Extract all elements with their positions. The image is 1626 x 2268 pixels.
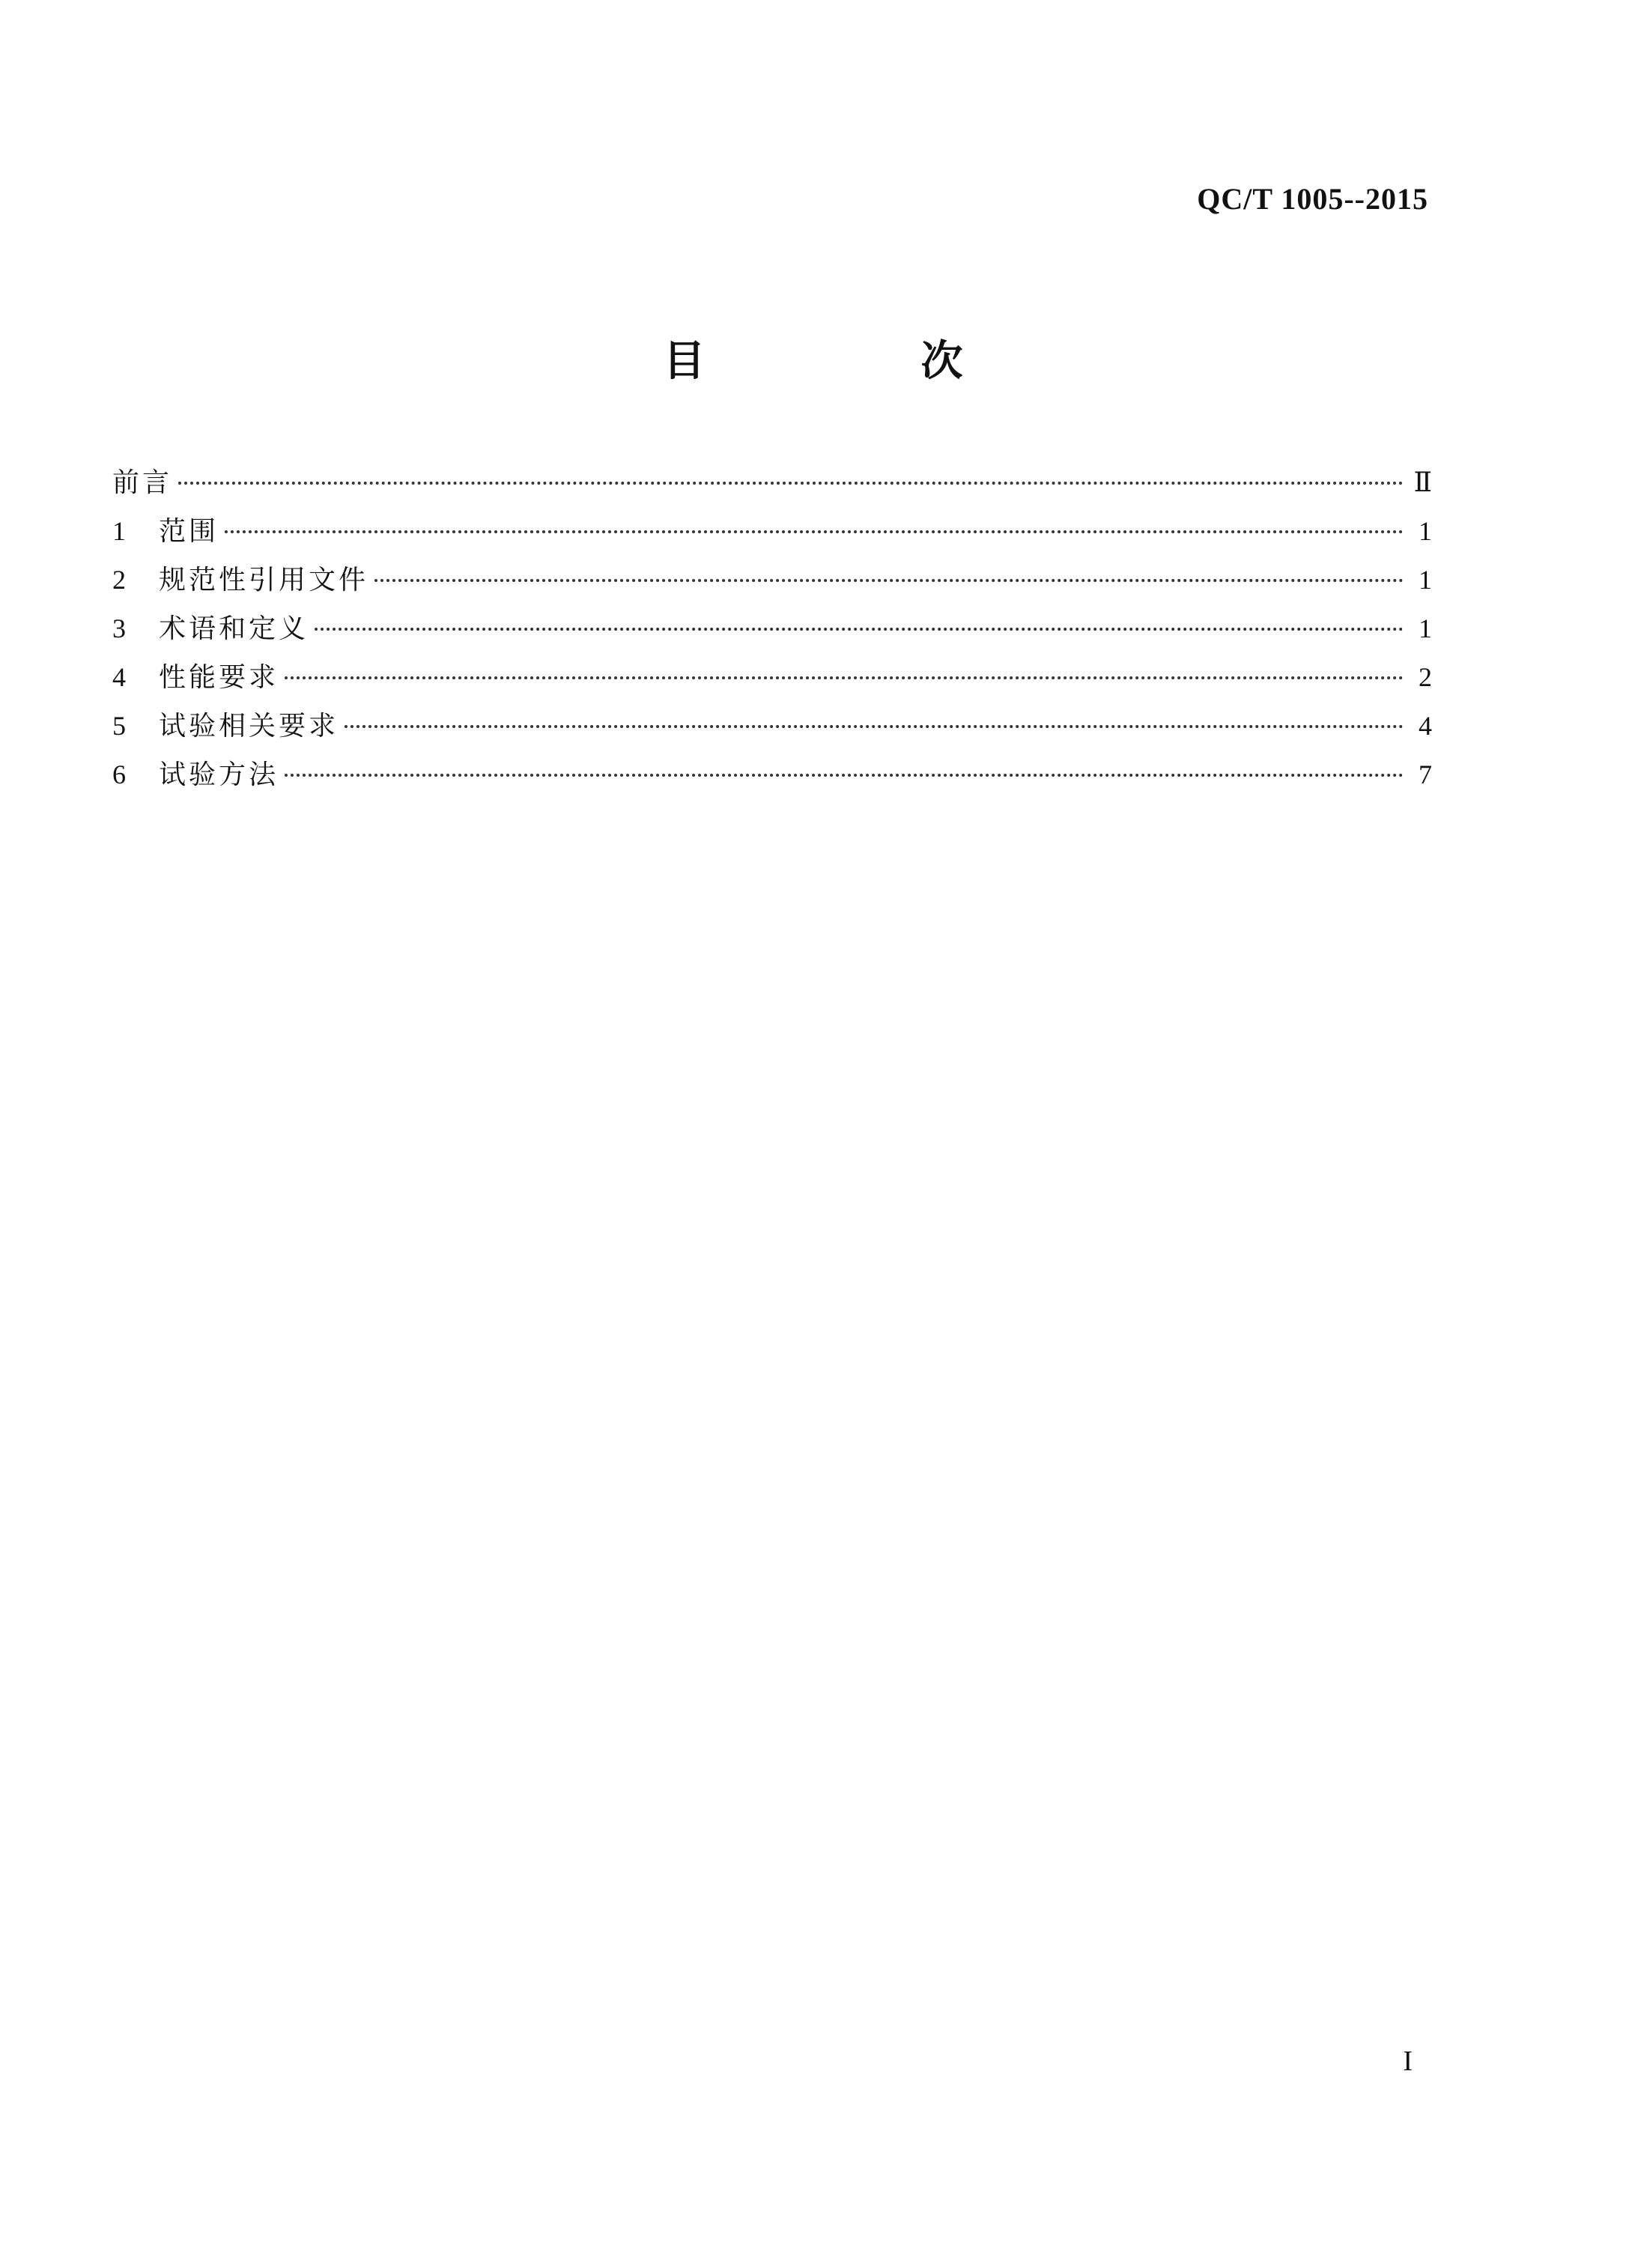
toc-entry-label: 试验方法 [159, 759, 279, 790]
dot-leader [178, 482, 1404, 485]
toc-entry-terms-definitions[interactable] [112, 604, 1432, 653]
toc-entry-test-requirements[interactable] [112, 702, 1432, 751]
toc-entry-label: 试验相关要求 [159, 711, 339, 742]
page-number: I [1403, 2046, 1413, 2077]
dot-leader [315, 628, 1404, 631]
table-of-contents [112, 458, 1432, 799]
toc-entry-label: 范围 [159, 516, 219, 547]
toc-entry-number: 3 [112, 613, 126, 643]
toc-entry-page: Ⅱ [1413, 467, 1432, 497]
toc-entry-page: 7 [1419, 759, 1432, 789]
toc-entry-label: 术语和定义 [159, 613, 309, 644]
toc-entry-test-methods[interactable] [112, 751, 1432, 799]
toc-entry-number: 6 [112, 759, 126, 789]
toc-entry-number: 2 [112, 565, 126, 595]
dot-leader [225, 530, 1404, 533]
toc-entry-page: 1 [1419, 565, 1432, 595]
toc-entry-performance-requirements[interactable] [112, 653, 1432, 702]
toc-entry-number: 1 [112, 516, 126, 546]
toc-entry-scope[interactable] [112, 507, 1432, 556]
toc-entry-normative-references[interactable] [112, 556, 1432, 604]
toc-entry-label: 前言 [112, 467, 173, 498]
dot-leader [285, 676, 1404, 679]
toc-entry-page: 2 [1419, 662, 1432, 692]
toc-entry-number: 4 [112, 662, 126, 692]
toc-entry-page: 1 [1419, 516, 1432, 546]
toc-entry-label: 规范性引用文件 [159, 565, 369, 595]
toc-entry-number: 5 [112, 711, 126, 741]
dot-leader [374, 579, 1404, 582]
toc-entry-foreword[interactable] [112, 458, 1432, 507]
toc-entry-page: 1 [1419, 613, 1432, 643]
dot-leader [285, 774, 1404, 777]
toc-entry-page: 4 [1419, 711, 1432, 741]
toc-title: 目 次 [663, 337, 1050, 386]
toc-entry-label: 性能要求 [159, 662, 279, 693]
dot-leader [345, 725, 1404, 728]
standard-code: QC/T 1005--2015 [1197, 182, 1428, 216]
